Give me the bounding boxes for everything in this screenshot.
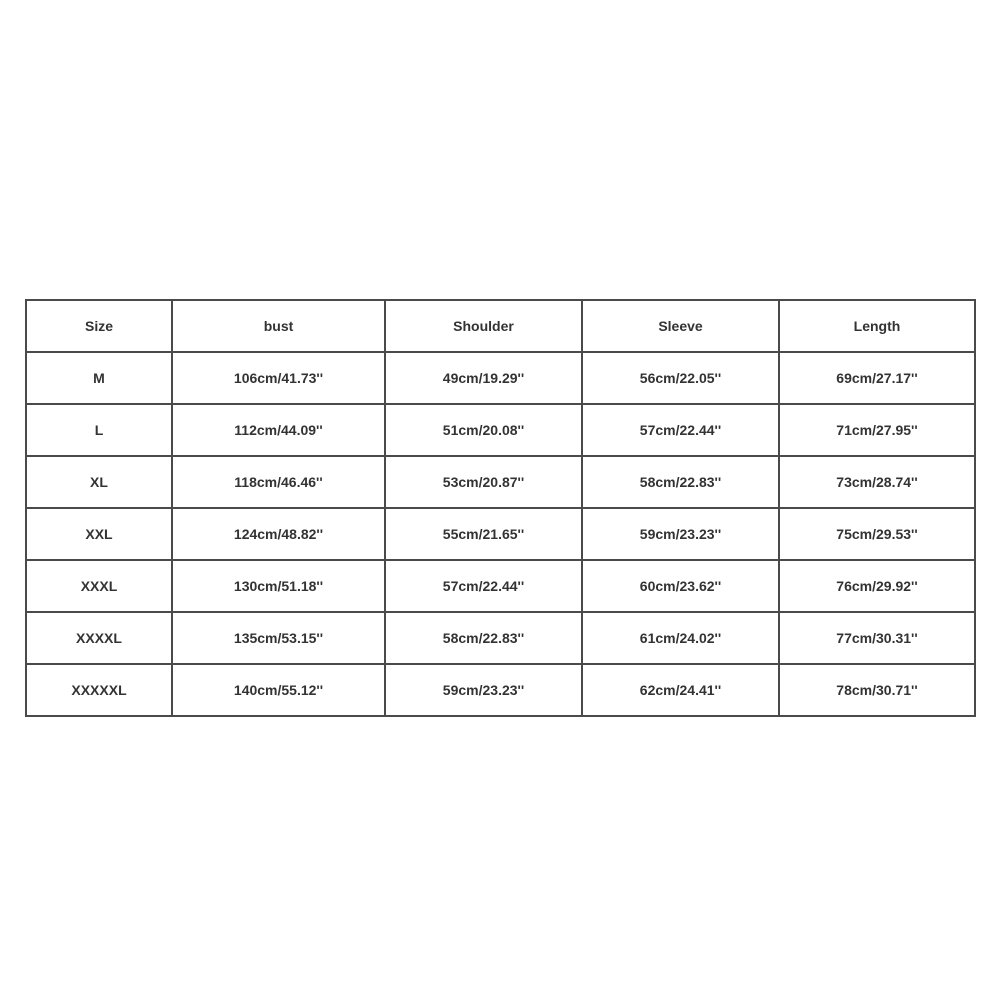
header-size: Size	[26, 300, 172, 352]
cell-sleeve: 57cm/22.44''	[582, 404, 779, 456]
cell-sleeve: 56cm/22.05''	[582, 352, 779, 404]
cell-size: XL	[26, 456, 172, 508]
cell-shoulder: 59cm/23.23''	[385, 664, 582, 716]
cell-bust: 135cm/53.15''	[172, 612, 385, 664]
table-row	[26, 664, 975, 716]
cell-shoulder: 53cm/20.87''	[385, 456, 582, 508]
table-row	[26, 612, 975, 664]
cell-length: 76cm/29.92''	[779, 560, 975, 612]
cell-bust: 130cm/51.18''	[172, 560, 385, 612]
cell-sleeve: 58cm/22.83''	[582, 456, 779, 508]
cell-sleeve: 62cm/24.41''	[582, 664, 779, 716]
cell-bust: 112cm/44.09''	[172, 404, 385, 456]
cell-shoulder: 58cm/22.83''	[385, 612, 582, 664]
cell-shoulder: 57cm/22.44''	[385, 560, 582, 612]
cell-size: XXXL	[26, 560, 172, 612]
table-header-row	[26, 300, 975, 352]
cell-bust: 140cm/55.12''	[172, 664, 385, 716]
size-chart-table	[25, 299, 976, 717]
cell-size: XXXXXL	[26, 664, 172, 716]
header-sleeve: Sleeve	[582, 300, 779, 352]
cell-size: M	[26, 352, 172, 404]
cell-sleeve: 59cm/23.23''	[582, 508, 779, 560]
table-row	[26, 508, 975, 560]
cell-shoulder: 49cm/19.29''	[385, 352, 582, 404]
cell-length: 78cm/30.71''	[779, 664, 975, 716]
cell-sleeve: 61cm/24.02''	[582, 612, 779, 664]
cell-length: 69cm/27.17''	[779, 352, 975, 404]
table-row	[26, 404, 975, 456]
cell-bust: 118cm/46.46''	[172, 456, 385, 508]
header-bust: bust	[172, 300, 385, 352]
table-row	[26, 456, 975, 508]
cell-size: XXL	[26, 508, 172, 560]
cell-length: 73cm/28.74''	[779, 456, 975, 508]
table-row	[26, 352, 975, 404]
cell-length: 77cm/30.31''	[779, 612, 975, 664]
cell-sleeve: 60cm/23.62''	[582, 560, 779, 612]
cell-bust: 124cm/48.82''	[172, 508, 385, 560]
cell-length: 71cm/27.95''	[779, 404, 975, 456]
cell-size: L	[26, 404, 172, 456]
cell-shoulder: 51cm/20.08''	[385, 404, 582, 456]
cell-length: 75cm/29.53''	[779, 508, 975, 560]
cell-bust: 106cm/41.73''	[172, 352, 385, 404]
cell-size: XXXXL	[26, 612, 172, 664]
cell-shoulder: 55cm/21.65''	[385, 508, 582, 560]
table-row	[26, 560, 975, 612]
header-length: Length	[779, 300, 975, 352]
header-shoulder: Shoulder	[385, 300, 582, 352]
